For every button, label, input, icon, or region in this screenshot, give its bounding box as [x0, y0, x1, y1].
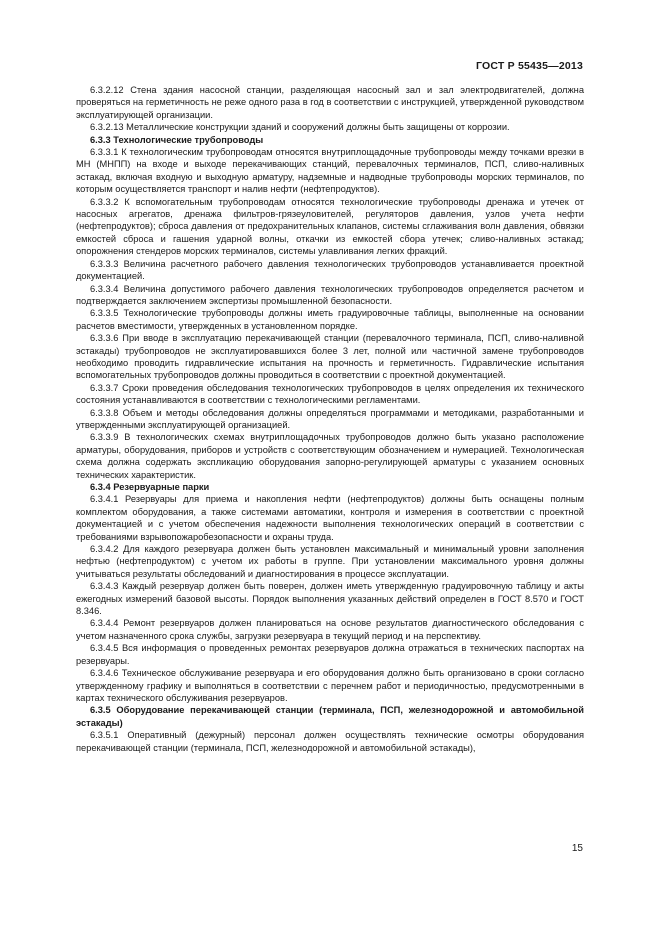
paragraph: 6.3.4.4 Ремонт резервуаров должен планироваться на основе результатов диагностического обследования с учетом назначенного срока службы, загрузки резервуара в текущий период и на перспективу. [76, 618, 584, 641]
paragraph: 6.3.4.1 Резервуары для приема и накопления нефти (нефтепродуктов) должны быть оснащены полным комплектом оборудования, а также системами автоматики, контроля и измерения в соответствии с проектной документацией и с учетом обеспечения надежности выполнения технологических операций в соответствии с требованиями взрывопожаробезопасности и охраны труда. [76, 494, 584, 542]
document-body [76, 84, 584, 754]
paragraph: 6.3.2.13 Металлические конструкции зданий и сооружений должны быть защищены от коррозии. [90, 122, 510, 133]
paragraph: 6.3.4.2 Для каждого резервуара должен быть установлен максимальный и минимальный уровни заполнения нефтью (нефтепродуктом) с учетом их работы в группе. При установлении максимального уровня должны учитываться результаты обследований и диагностирования в процессе эксплуатации. [76, 544, 584, 579]
paragraph: 6.3.3.2 К вспомогательным трубопроводам относятся технологические трубопроводы дренажа и утечек от насосных агрегатов, дренажа фильтров-грязеуловителей, регуляторов давления, узлов учета нефти (нефтепродуктов); сброса давления от предохранительных клапанов, системы сглаживания волн давления, обвязки емкостей сброса и гашения ударной волны, откачки из емкостей сбора утечек; сливо-наливных эстакад; опорожнения стендеров морских терминалов, системы улавливания легких фракций. [76, 196, 584, 257]
section-heading: 6.3.3 Технологические трубопроводы [90, 134, 264, 145]
document-standard-header: ГОСТ Р 55435—2013 [475, 60, 583, 72]
paragraph: 6.3.3.9 В технологических схемах внутриплощадочных трубопроводов должно быть указано расположение арматуры, оборудования, приборов и устройств с соответствующим обозначением и нумерацией. Технологическая схема должна содержать экспликацию оборудования запорно-регулирующей арматуры с указанием основных технических характеристик. [76, 432, 584, 480]
paragraph: 6.3.3.3 Величина расчетного рабочего давления технологических трубопроводов устанавливается проектной документацией. [76, 258, 584, 282]
section-heading: 6.3.5 Оборудование перекачивающей станции (терминала, ПСП, железнодорожной и автомобильной эстакады) [76, 705, 584, 728]
section-heading: 6.3.4 Резервуарные парки [90, 482, 210, 492]
paragraph: 6.3.4.3 Каждый резервуар должен быть поверен, должен иметь утвержденную градуировочную таблицу и акты ежегодных измерений базовой высоты. Порядок выполнения указанных действий определен в ГОСТ 8.570 и ГОСТ 8.346. [76, 581, 584, 617]
paragraph: 6.3.3.7 Сроки проведения обследования технологических трубопроводов в целях определения их технического состояния устанавливаются в соответствии с технологическими регламентами. [76, 382, 584, 406]
paragraph: 6.3.2.12 Стена здания насосной станции, разделяющая насосный зал и зал электродвигателей, должна проверяться на герметичность не реже одного раза в год в соответствии с инструкцией, утвержденной руководством эксплуатирующей организации. [76, 85, 584, 120]
paragraph: 6.3.3.6 При вводе в эксплуатацию перекачивающей станции (перевалочного терминала, ПСП, сливо-наливной эстакады) трубопроводов не эксплуатировавшихся более 3 лет, полной или частичной замене трубопроводов необходимо проводить гидравлические испытания на прочность и герметичность. Гидравлические испытания вспомогательных трубопроводов должны проводиться в соответствии с проектной документацией. [76, 333, 584, 381]
paragraph: 6.3.4.6 Техническое обслуживание резервуара и его оборудования должно быть организовано в сроки согласно утвержденному графику и выполняться в соответствии с перечнем работ и периодичностью, предусмотренными в картах технического обслуживания резервуаров. [76, 668, 584, 703]
paragraph: 6.3.3.5 Технологические трубопроводы должны иметь градуировочные таблицы, выполненные на основании расчетов вместимости, утвержденных в установленном порядке. [76, 308, 584, 331]
paragraph: 6.3.4.5 Вся информация о проведенных ремонтах резервуаров должна отражаться в технических паспортах на резервуары. [76, 643, 584, 666]
paragraph: 6.3.3.8 Объем и методы обследования должны определяться программами и методиками, разработанными и утвержденными эксплуатирующей организацией. [76, 407, 584, 430]
paragraph: 6.3.3.4 Величина допустимого рабочего давления технологических трубопроводов определяется расчетом и подтверждается заключением экспертизы промышленной безопасности. [76, 283, 584, 306]
paragraph: 6.3.3.1 К технологическим трубопроводам относятся внутриплощадочные трубопроводы между точками врезки в МН (МНПП) на входе и выходе перекачивающих станций, перевалочных терминалов, ПСП, сливо-наливных эстакад, включая входную и выходную арматуру, надземные и надводные трубопроводы морских терминалов, по которым осуществляется транспорт и налив нефти (нефтепродуктов). [76, 147, 584, 195]
paragraph: 6.3.5.1 Оперативный (дежурный) персонал должен осуществлять технические осмотры оборудования перекачивающей станции (терминала, ПСП, железнодорожной и автомобильной эстакады), [76, 730, 584, 753]
page-number: 15 [571, 843, 583, 854]
